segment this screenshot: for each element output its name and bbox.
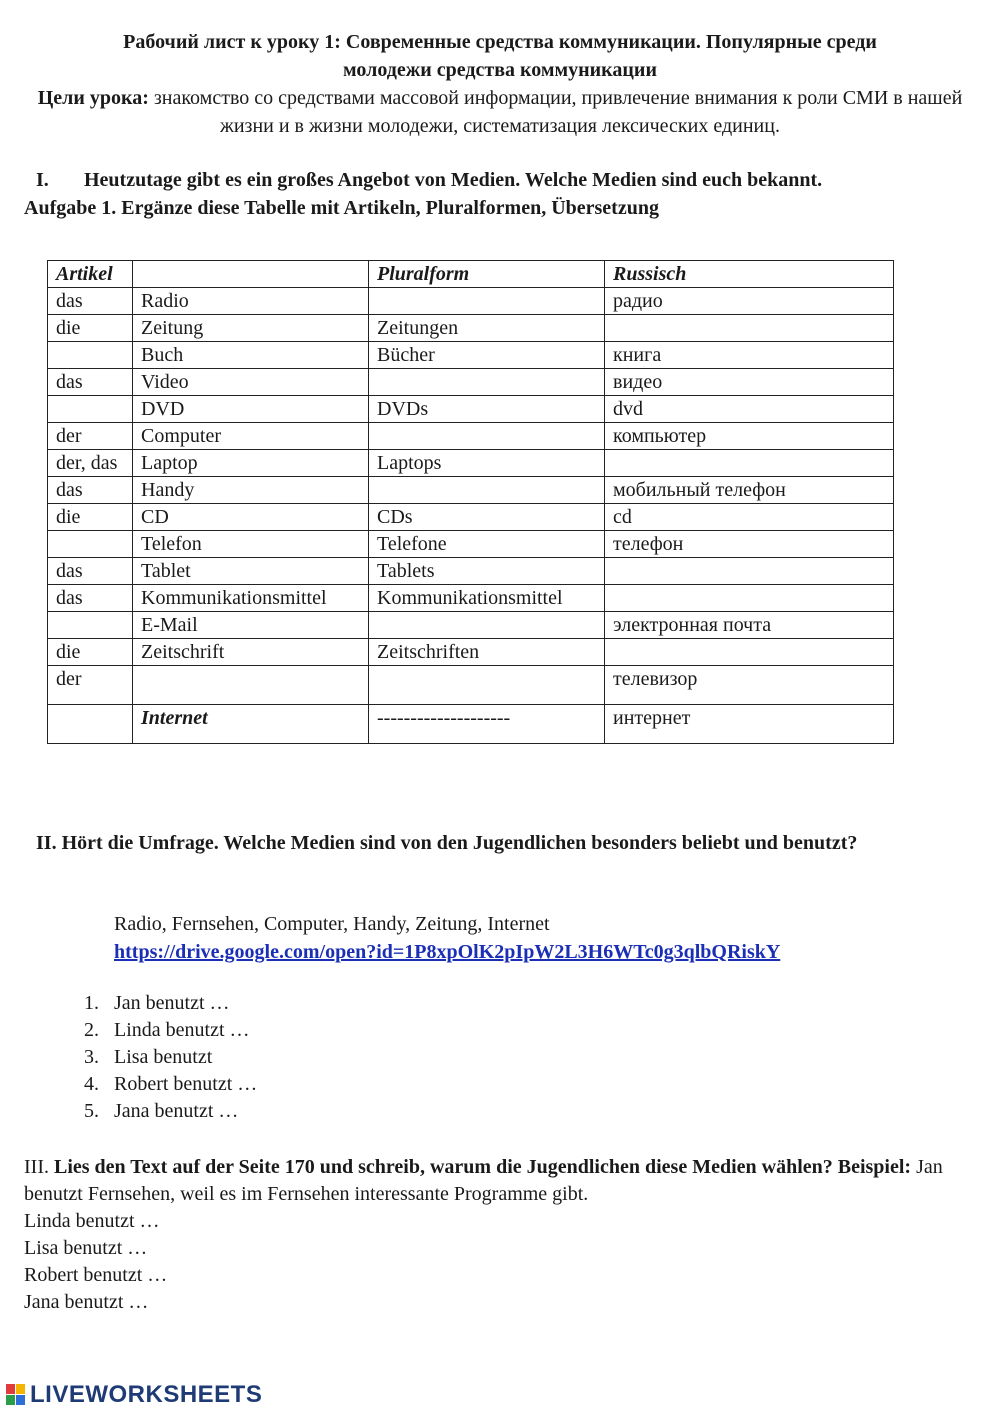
table-header-row [48,261,894,288]
cell-artikel[interactable] [48,705,133,744]
item-text: Linda benutzt … [114,1019,250,1041]
header-artikel: Artikel [48,261,133,288]
cell-artikel[interactable]: das [48,288,133,315]
list-item[interactable] [0,1098,257,1125]
title-line-1: Рабочий лист к уроку 1: Современные средства коммуникации. Популярные среди [123,31,877,53]
cell-word: CD [133,504,369,531]
table-row [48,504,894,531]
answer-line[interactable]: Robert benutzt … [24,1264,168,1286]
cell-word: Laptop [133,450,369,477]
lesson-goals [20,84,980,140]
cell-word: Video [133,369,369,396]
section-3-heading [24,1154,964,1208]
vocabulary-table [47,260,894,744]
table-row [48,477,894,504]
section-2-heading [36,829,936,857]
table-row [48,666,894,705]
item-text: Jan benutzt … [114,992,230,1014]
cell-artikel[interactable]: das [48,369,133,396]
cell-russian[interactable]: электронная почта [605,612,894,639]
media-list: Radio, Fernsehen, Computer, Handy, Zeitung, Internet [114,913,550,935]
cell-word: E-Mail [133,612,369,639]
cell-plural[interactable]: Laptops [369,450,605,477]
table-row [48,288,894,315]
cell-russian[interactable]: книга [605,342,894,369]
item-number: 3. [84,1046,99,1068]
task-1-instruction: Aufgabe 1. Ergänze diese Tabelle mit Artikeln, Pluralformen, Übersetzung [24,197,659,219]
logo-text: LIVEWORKSHEETS [30,1381,263,1408]
table-row [48,423,894,450]
cell-plural: -------------------- [369,705,605,744]
cell-plural[interactable] [369,288,605,315]
section-1-text: Heutzutage gibt es ein großes Angebot von Medien. Welche Medien sind euch bekannt. [84,169,823,191]
list-item[interactable] [0,1071,257,1098]
item-text: Lisa benutzt [114,1046,213,1068]
cell-artikel[interactable] [48,396,133,423]
cell-plural[interactable] [369,369,605,396]
answer-line[interactable]: Jana benutzt … [24,1291,149,1313]
table-row [48,342,894,369]
cell-plural[interactable] [369,477,605,504]
item-text: Jana benutzt … [114,1100,239,1122]
cell-plural[interactable]: Kommunikationsmittel [369,585,605,612]
cell-russian[interactable] [605,585,894,612]
item-number: 1. [84,992,99,1014]
cell-plural[interactable] [369,612,605,639]
title-line-2: молодежи средства коммуникации [343,59,657,81]
cell-russian[interactable] [605,558,894,585]
cell-artikel[interactable]: die [48,315,133,342]
cell-artikel[interactable]: der, das [48,450,133,477]
cell-russian[interactable]: телевизор [605,666,894,705]
cell-word: Internet [133,705,369,744]
cell-russian[interactable]: телефон [605,531,894,558]
cell-artikel[interactable]: das [48,585,133,612]
table-row [48,531,894,558]
cell-plural[interactable]: CDs [369,504,605,531]
table-row [48,558,894,585]
section-3-text: Lies den Text auf der Seite 170 und schreib, warum die Jugendlichen diese Medien wählen? Beispiel: [48,1156,912,1178]
section-2-number: II. [36,832,57,854]
cell-russian[interactable]: cd [605,504,894,531]
cell-russian[interactable] [605,450,894,477]
table-row [48,396,894,423]
cell-russian[interactable] [605,315,894,342]
audio-link[interactable]: https://drive.google.com/open?id=1P8xpOlK2pIpW2L3H6WTc0g3qlbQRiskY [114,941,781,963]
section-1-number: I. [36,169,49,191]
cell-artikel[interactable] [48,612,133,639]
header-russisch: Russisch [605,261,894,288]
table-row [48,639,894,666]
section-3-example: Jan benutzt Fernsehen, weil es im Fernsehen interessante Programme gibt. [24,1156,943,1205]
cell-artikel[interactable]: die [48,504,133,531]
header-word [133,261,369,288]
cell-russian[interactable] [605,639,894,666]
section-3-number: III. [24,1156,49,1178]
table-row [48,585,894,612]
survey-answer-list [0,990,257,1125]
item-number: 5. [84,1100,99,1122]
cell-artikel[interactable]: der [48,666,133,705]
cell-word: Buch [133,342,369,369]
cell-plural[interactable]: Zeitungen [369,315,605,342]
cell-plural[interactable]: Telefone [369,531,605,558]
list-item[interactable] [0,1017,257,1044]
table-row [48,315,894,342]
cell-word: Kommunikationsmittel [133,585,369,612]
cell-artikel[interactable]: das [48,558,133,585]
item-number: 2. [84,1019,99,1041]
cell-plural[interactable]: Tablets [369,558,605,585]
cell-plural[interactable]: Bücher [369,342,605,369]
cell-word: Telefon [133,531,369,558]
cell-word: DVD [133,396,369,423]
cell-plural[interactable]: Zeitschriften [369,639,605,666]
cell-word[interactable] [133,666,369,705]
cell-word: Radio [133,288,369,315]
goals-text: знакомство со средствами массовой информации, привлечение внимания к роли СМИ в нашей жизни и в жизни молодежи, систематизация лексических единиц. [148,87,963,137]
answer-line[interactable]: Linda benutzt … [24,1210,160,1232]
list-item[interactable] [0,1044,257,1071]
goals-label: Цели урока: [37,87,149,109]
section-3-answer-lines [24,1208,167,1316]
cell-artikel[interactable] [48,531,133,558]
cell-russian[interactable]: dvd [605,396,894,423]
cell-word: Zeitschrift [133,639,369,666]
item-text: Robert benutzt … [114,1073,258,1095]
cell-word: Tablet [133,558,369,585]
cell-russian[interactable]: мобильный телефон [605,477,894,504]
liveworksheets-logo [6,1380,262,1410]
cell-word: Computer [133,423,369,450]
cell-word: Zeitung [133,315,369,342]
section-1-heading [36,166,822,194]
cell-artikel[interactable] [48,342,133,369]
table-row [48,450,894,477]
table-row [48,612,894,639]
cell-plural[interactable] [369,423,605,450]
cell-russian[interactable]: интернет [605,705,894,744]
cell-word: Handy [133,477,369,504]
logo-grid-icon [6,1384,26,1406]
table-row [48,705,894,744]
cell-russian[interactable]: радио [605,288,894,315]
worksheet-title [40,28,960,84]
cell-russian[interactable]: компьютер [605,423,894,450]
header-pluralform: Pluralform [369,261,605,288]
item-number: 4. [84,1073,99,1095]
cell-artikel[interactable]: das [48,477,133,504]
list-item[interactable] [0,990,257,1017]
cell-artikel[interactable]: die [48,639,133,666]
cell-plural[interactable]: DVDs [369,396,605,423]
table-row [48,369,894,396]
section-2-text: Hört die Umfrage. Welche Medien sind von den Jugendlichen besonders beliebt und benutzt? [56,832,858,854]
cell-russian[interactable]: видео [605,369,894,396]
answer-line[interactable]: Lisa benutzt … [24,1237,148,1259]
cell-plural[interactable] [369,666,605,705]
cell-artikel[interactable]: der [48,423,133,450]
